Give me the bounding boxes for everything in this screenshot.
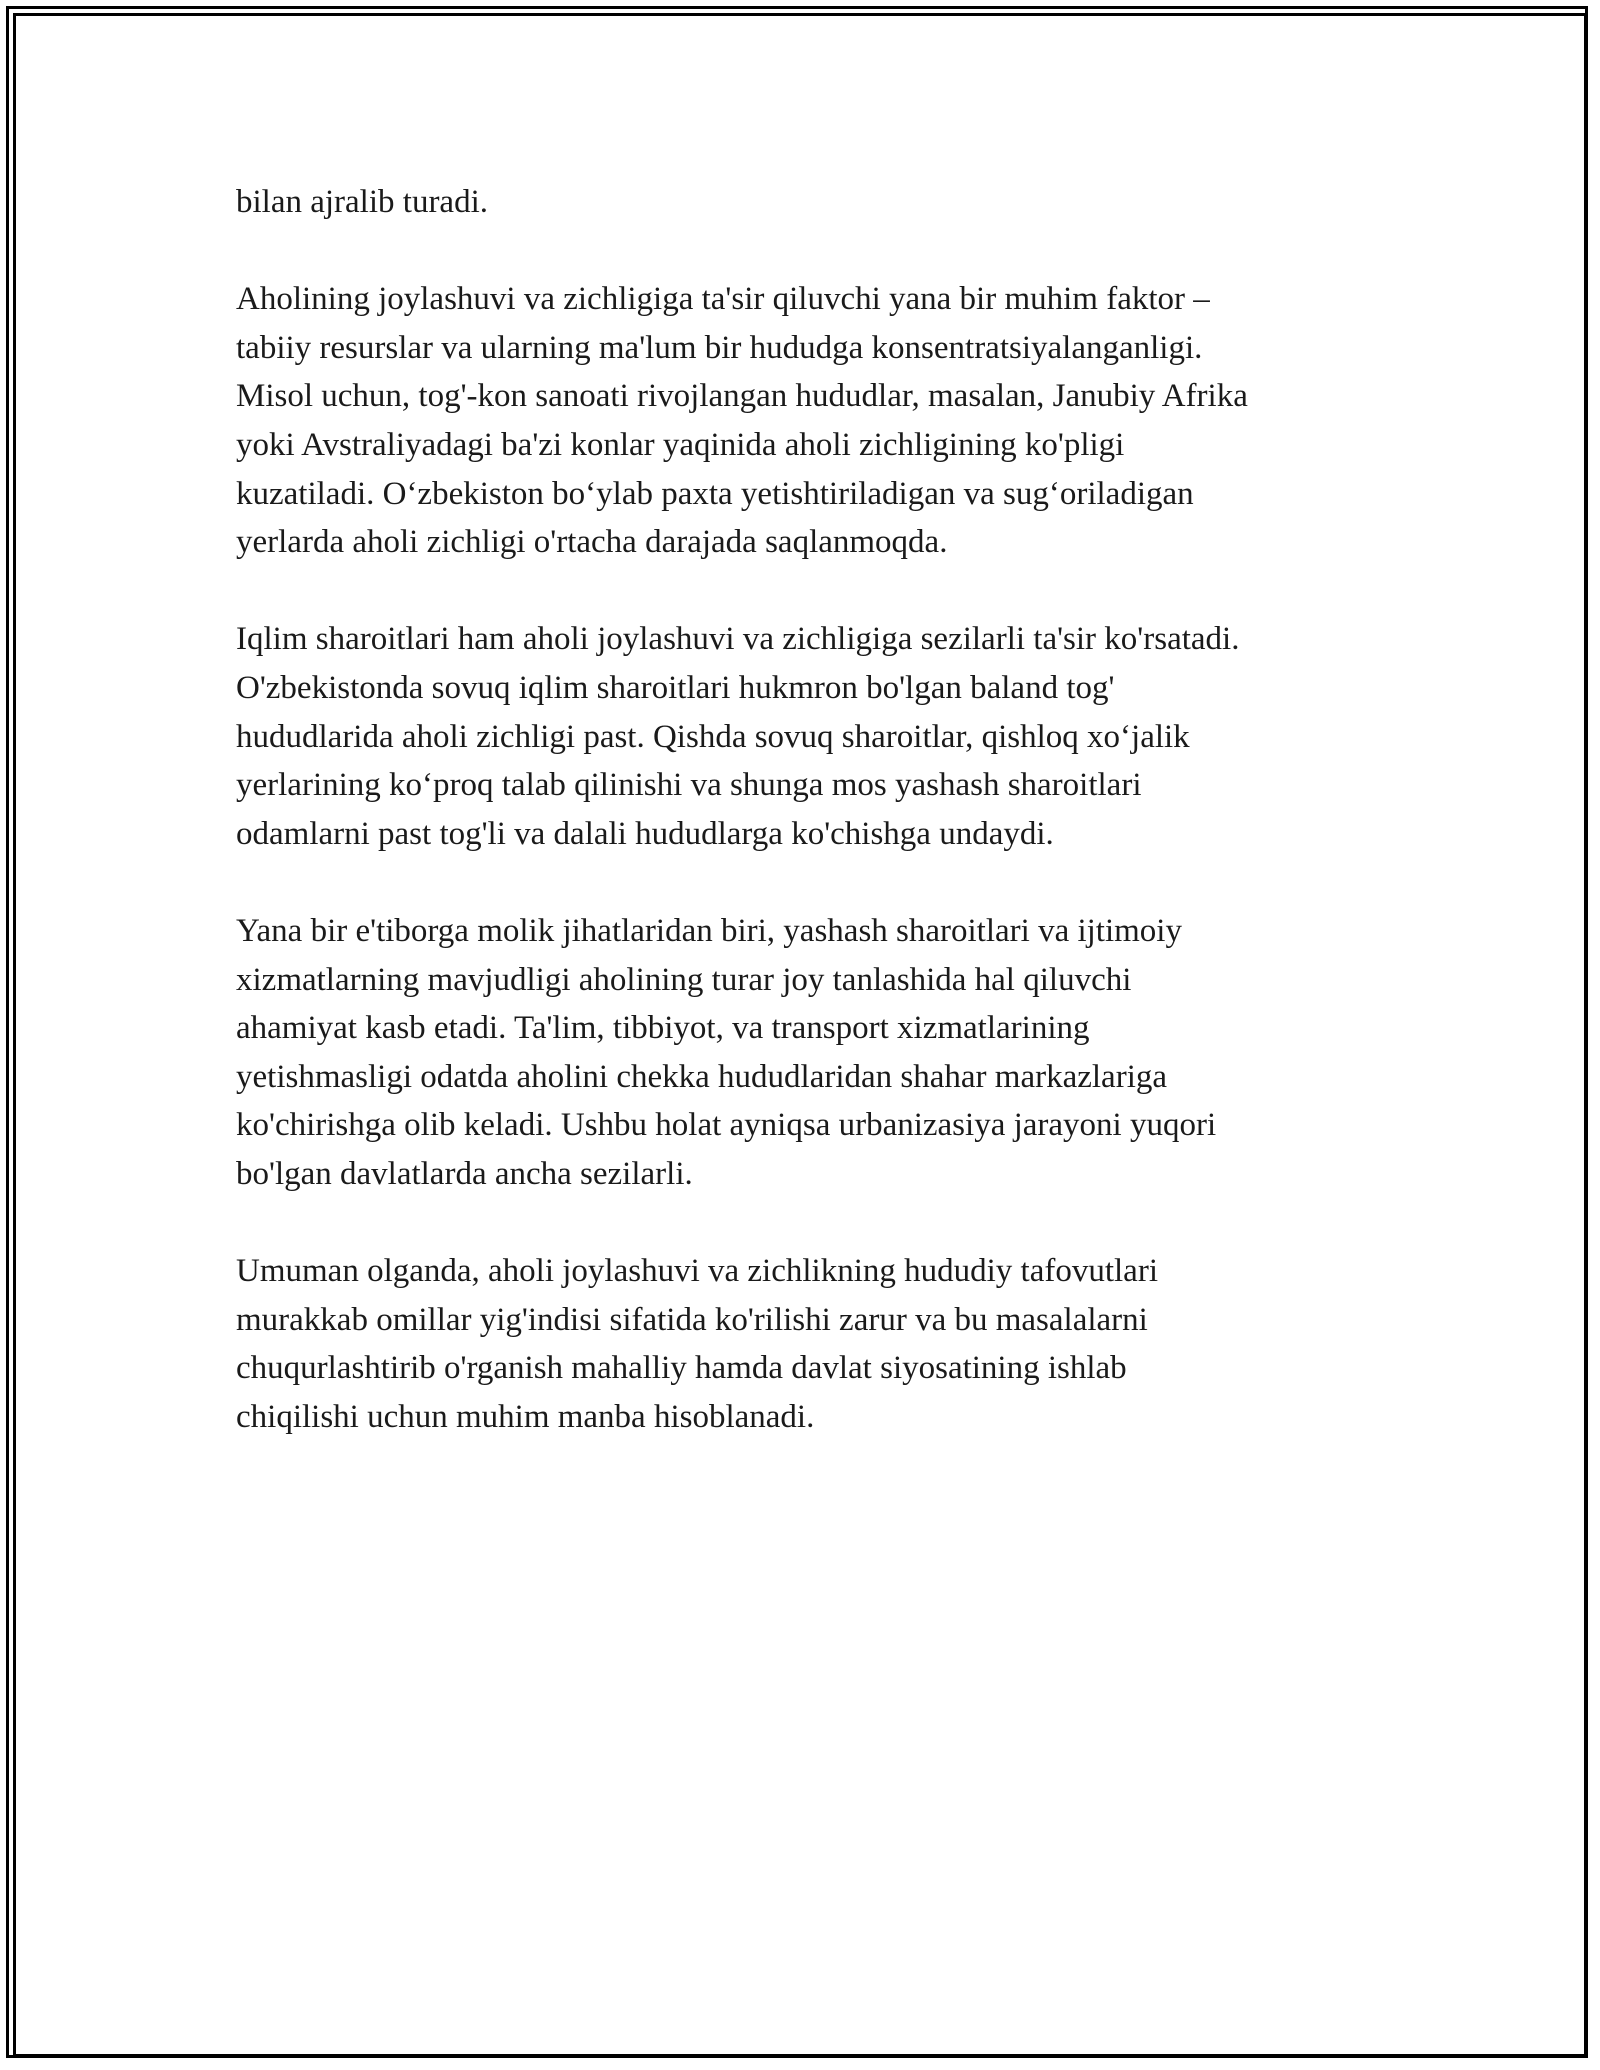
- paragraph: [236, 275, 1396, 567]
- text-line: xizmatlarning mavjudligi aholining turar joy tanlashida hal qiluvchi: [236, 961, 1132, 998]
- text-line: Umuman olganda, aholi joylashuvi va zichlikning hududiy tafovutlari: [236, 1253, 1158, 1290]
- paragraph-spacer: [236, 858, 1396, 907]
- text-line: bilan ajralib turadi.: [236, 184, 488, 220]
- text-line: kuzatiladi. O‘zbekiston bo‘ylab paxta yetishtiriladigan va sug‘oriladigan: [236, 475, 1194, 512]
- paragraph-spacer: [236, 227, 1396, 276]
- text-line: yoki Avstraliyadagi ba'zi konlar yaqinida aholi zichligining ko'pligi: [236, 426, 1125, 463]
- paragraph: [236, 907, 1396, 1199]
- text-line: O'zbekistonda sovuq iqlim sharoitlari hukmron bo'lgan baland tog': [236, 669, 1115, 706]
- text-line: ahamiyat kasb etadi. Ta'lim, tibbiyot, va transport xizmatlarining: [236, 1010, 1090, 1047]
- text-line: bo'lgan davlatlarda ancha sezilarli.: [236, 1155, 693, 1192]
- text-line: chuqurlashtirib o'rganish mahalliy hamda davlat siyosatining ishlab: [236, 1350, 1127, 1387]
- paragraph-spacer: [236, 567, 1396, 616]
- text-line: chiqilishi uchun muhim manba hisoblanadi.: [236, 1398, 815, 1435]
- text-line: Iqlim sharoitlari ham aholi joylashuvi va zichligiga sezilarli ta'sir ko'rsatadi.: [236, 621, 1240, 658]
- paragraph: [236, 615, 1396, 858]
- text-line: ko'chirishga olib keladi. Ushbu holat ayniqsa urbanizasiya jarayoni yuqori: [236, 1107, 1217, 1144]
- text-line: Aholining joylashuvi va zichligiga ta'sir qiluvchi yana bir muhim faktor –: [236, 281, 1210, 318]
- text-line: hududlarida aholi zichligi past. Qishda sovuq sharoitlar, qishloq xo‘jalik: [236, 718, 1190, 755]
- text-line: tabiiy resurslar va ularning ma'lum bir hududga konsentratsiyalanganligi.: [236, 329, 1203, 366]
- text-line: Yana bir e'tiborga molik jihatlaridan biri, yashash sharoitlari va ijtimoiy: [236, 912, 1182, 949]
- text-line: murakkab omillar yig'indisi sifatida ko'rilishi zarur va bu masalalarni: [236, 1301, 1148, 1338]
- document-body: [236, 178, 1396, 1441]
- paragraph: [236, 1247, 1396, 1441]
- text-line: odamlarni past tog'li va dalali hududlarga ko'chishga undaydi.: [236, 815, 1054, 852]
- paragraph: [236, 178, 1396, 227]
- text-line: Misol uchun, tog'-kon sanoati rivojlangan hududlar, masalan, Janubiy Afrika: [236, 378, 1248, 415]
- text-line: yetishmasligi odatda aholini chekka hududlaridan shahar markazlariga: [236, 1058, 1168, 1095]
- text-line: yerlarining ko‘proq talab qilinishi va shunga mos yashash sharoitlari: [236, 767, 1142, 804]
- text-line: yerlarda aholi zichligi o'rtacha darajada saqlanmoqda.: [236, 524, 948, 561]
- paragraph-spacer: [236, 1198, 1396, 1247]
